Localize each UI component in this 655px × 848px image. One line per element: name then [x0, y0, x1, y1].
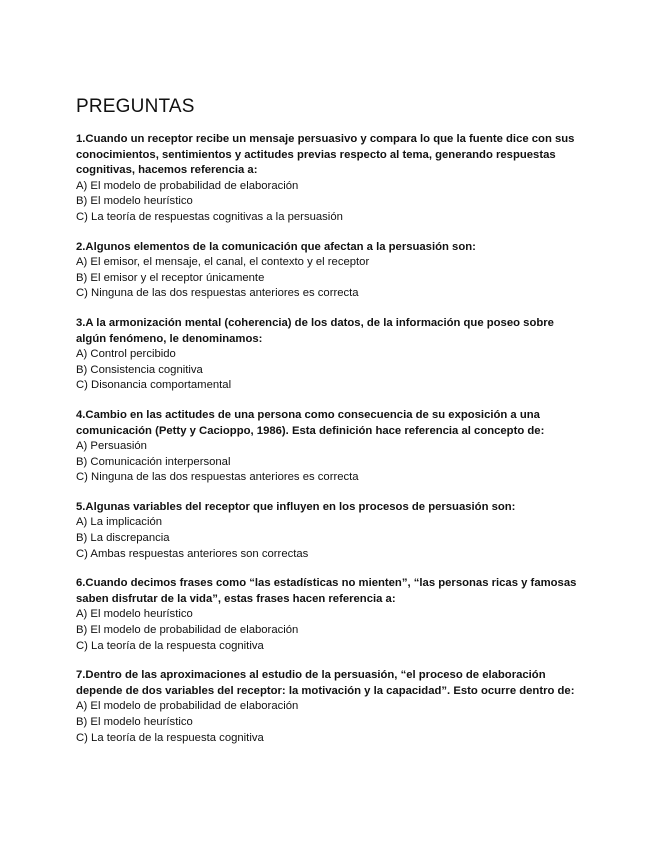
answer-option-c: C) Disonancia comportamental: [76, 379, 232, 392]
answer-option-a: A) Persuasión: [76, 440, 147, 453]
question-5: [76, 500, 581, 562]
answer-option-a: A) Control percibido: [76, 348, 176, 361]
answer-option-c: C) La teoría de respuestas cognitivas a la persuasión: [76, 210, 343, 223]
answer-option-c: C) La teoría de la respuesta cognitiva: [76, 731, 264, 744]
answer-option-a: A) La implicación: [76, 516, 163, 529]
question-text: 7.Dentro de las aproximaciones al estudio de la persuasión, “el proceso de elaboración depende de dos variables del receptor: la motivación y la capacidad”. Esto ocurre dentro de:: [76, 669, 575, 697]
question-7: [76, 668, 581, 746]
document-page: [76, 96, 581, 760]
question-2: [76, 240, 581, 302]
answer-option-a: A) El modelo heurístico: [76, 608, 193, 621]
question-text: 5.Algunas variables del receptor que influyen en los procesos de persuasión son:: [76, 500, 516, 513]
question-text: 6.Cuando decimos frases como “las estadísticas no mienten”, “las personas ricas y famosas saben disfrutar de la vida”, estas frases hacen referencia a:: [76, 577, 577, 605]
answer-option-b: B) Consistencia cognitiva: [76, 363, 203, 376]
answer-option-c: C) Ninguna de las dos respuestas anteriores es correcta: [76, 471, 359, 484]
answer-option-a: A) El emisor, el mensaje, el canal, el contexto y el receptor: [76, 256, 370, 269]
question-6: [76, 576, 581, 654]
question-1: [76, 132, 581, 226]
answer-option-c: C) Ambas respuestas anteriores son correctas: [76, 547, 309, 560]
question-text: 3.A la armonización mental (coherencia) de los datos, de la información que poseo sobre algún fenómeno, le denominamos:: [76, 316, 554, 345]
question-4: [76, 408, 581, 486]
answer-option-b: B) Comunicación interpersonal: [76, 455, 231, 468]
answer-option-c: C) La teoría de la respuesta cognitiva: [76, 639, 264, 652]
answer-option-c: C) Ninguna de las dos respuestas anteriores es correcta: [76, 287, 359, 300]
answer-option-a: A) El modelo de probabilidad de elaboración: [76, 179, 299, 192]
question-text: 1.Cuando un receptor recibe un mensaje persuasivo y compara lo que la fuente dice con sus conocimientos, sentimientos y actitudes previas respecto al tema, generando respuestas cognitivas, hacemos referencia a:: [76, 133, 575, 177]
question-3: [76, 316, 581, 394]
page-title: PREGUNTAS: [76, 96, 195, 117]
answer-option-b: B) El modelo heurístico: [76, 716, 193, 728]
question-text: 4.Cambio en las actitudes de una persona como consecuencia de su exposición a una comunicación (Petty y Cacioppo, 1986). Esta definición hace referencia al concepto de:: [76, 408, 545, 437]
answer-option-a: A) El modelo de probabilidad de elaboración: [76, 700, 299, 713]
answer-option-b: B) El emisor y el receptor únicamente: [76, 271, 265, 284]
answer-option-b: B) El modelo de probabilidad de elaboración: [76, 624, 299, 637]
answer-option-b: B) El modelo heurístico: [76, 195, 193, 208]
question-text: 2.Algunos elementos de la comunicación que afectan a la persuasión son:: [76, 240, 476, 253]
answer-option-b: B) La discrepancia: [76, 532, 170, 545]
